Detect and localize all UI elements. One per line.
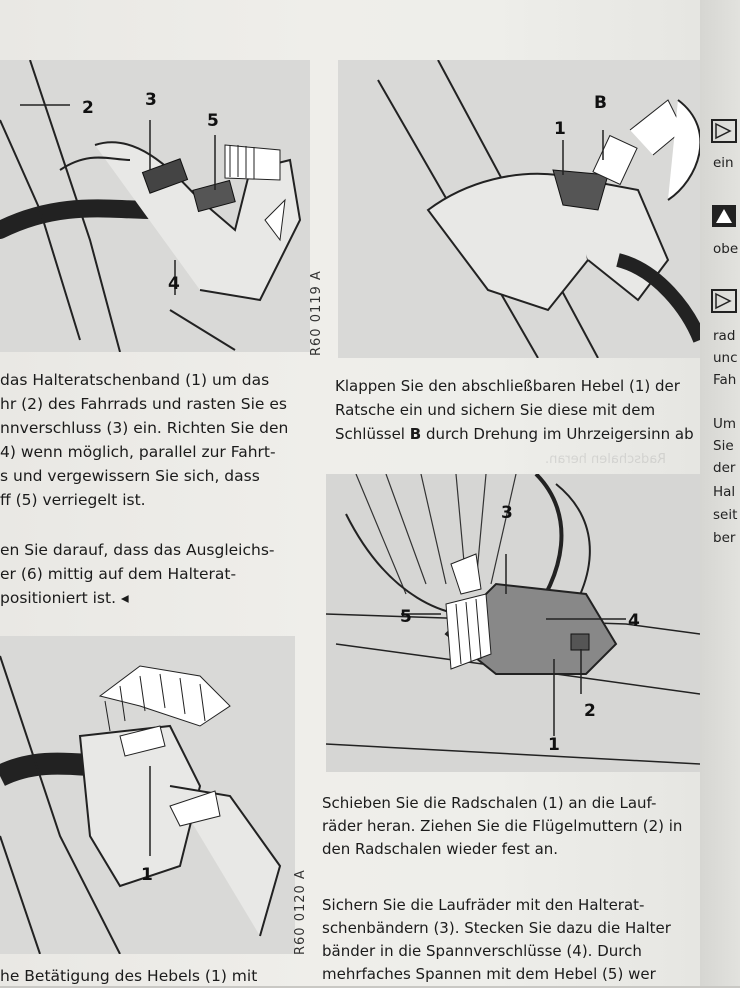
edge-word-8: der xyxy=(713,460,736,476)
fig4-callout-a: 1 xyxy=(141,865,153,885)
fig3-callout-b: 5 xyxy=(400,607,412,627)
left-p1-line-4: 4) wenn möglich, parallel zur Fahrt- xyxy=(0,443,276,461)
bleed-through-text: Radschalen heran. xyxy=(545,452,666,467)
fig3-callout-a: 3 xyxy=(501,503,513,523)
figure-4 xyxy=(0,636,295,954)
fig1-callout-c: 5 xyxy=(207,111,219,131)
edge-word-2: obe xyxy=(713,241,739,257)
fig3-callout-c: 4 xyxy=(628,611,640,631)
right-paragraph-2 xyxy=(322,792,682,861)
left-bottom-line: he Betätigung des Hebels (1) mit xyxy=(0,967,258,985)
figure-1-code: R60 0119 A xyxy=(309,270,324,356)
fig1-callout-a: 2 xyxy=(82,98,94,118)
right-p2-line-3: den Radschalen wieder fest an. xyxy=(322,840,559,858)
right-p2-line-2: räder heran. Ziehen Sie die Flügelmuttern (2) in xyxy=(322,817,683,835)
edge-word-10: seit xyxy=(713,507,738,523)
fig2-callout-a: B xyxy=(594,93,607,113)
left-p1-line-3: nnverschluss (3) ein. Richten Sie den xyxy=(0,419,289,437)
edge-word-3: rad xyxy=(713,328,736,344)
edge-word-7: Sie xyxy=(713,438,734,454)
figure-2-drawing xyxy=(338,60,700,358)
right-p1-line-3-b: durch Drehung im Uhrzeigersinn ab xyxy=(421,425,694,443)
right-p1-line-1: Klappen Sie den abschließbaren Hebel (1) der xyxy=(335,377,680,395)
right-p3-line-2: schenbändern (3). Stecken Sie dazu die Halter xyxy=(322,919,671,937)
right-p3-line-4: mehrfaches Spannen mit dem Hebel (5) wer xyxy=(322,965,656,983)
right-p3-line-1: Sichern Sie die Laufräder mit den Halterat- xyxy=(322,896,645,914)
right-p2-line-1: Schieben Sie die Radschalen (1) an die Lauf- xyxy=(322,794,657,812)
fig3-callout-d: 2 xyxy=(584,701,596,721)
figure-1-drawing xyxy=(0,60,310,352)
fig1-callout-b: 3 xyxy=(145,90,157,110)
fig3-callout-e: 1 xyxy=(548,735,560,755)
figure-4-code: R60 0120 A xyxy=(293,869,308,955)
next-page-edge xyxy=(700,0,740,986)
figure-1 xyxy=(0,60,310,352)
edge-word-4: unc xyxy=(713,350,738,366)
left-p2-line-1: en Sie darauf, dass das Ausgleichs- xyxy=(0,541,275,559)
figure-3 xyxy=(326,474,700,772)
right-p1-line-2: Ratsche ein und sichern Sie diese mit dem xyxy=(335,401,656,419)
right-p1-line-3-a: Schlüssel xyxy=(335,425,410,443)
figure-4-drawing xyxy=(0,636,295,954)
left-p1-line-2: hr (2) des Fahrrads und rasten Sie es xyxy=(0,395,287,413)
figure-2 xyxy=(338,60,700,358)
fig1-callout-d: 4 xyxy=(168,274,180,294)
left-p1-line-1: das Halteratschenband (1) um das xyxy=(0,371,270,389)
edge-word-5: Fah xyxy=(713,372,737,388)
right-p3-line-3: bänder in die Spannverschlüsse (4). Durch xyxy=(322,942,642,960)
right-paragraph-1 xyxy=(335,374,694,446)
left-p2-line-3: positioniert ist. ◂ xyxy=(0,589,129,607)
figure-3-drawing xyxy=(326,474,700,772)
left-p1-line-5: s und vergewissern Sie sich, dass xyxy=(0,467,260,485)
fig2-callout-b: 1 xyxy=(554,119,566,139)
edge-word-1: ein xyxy=(713,155,734,171)
right-paragraph-3 xyxy=(322,894,671,986)
left-p2-line-2: er (6) mittig auf dem Halterat- xyxy=(0,565,237,583)
edge-word-9: Hal xyxy=(713,484,736,500)
left-paragraph-2 xyxy=(0,538,275,610)
edge-word-6: Um xyxy=(713,416,737,432)
right-p1-line-3 xyxy=(335,422,694,446)
left-p1-line-6: ff (5) verriegelt ist. xyxy=(0,491,146,509)
key-letter: B xyxy=(409,425,422,443)
edge-word-11: ber xyxy=(713,530,736,546)
left-paragraph-1 xyxy=(0,368,288,512)
